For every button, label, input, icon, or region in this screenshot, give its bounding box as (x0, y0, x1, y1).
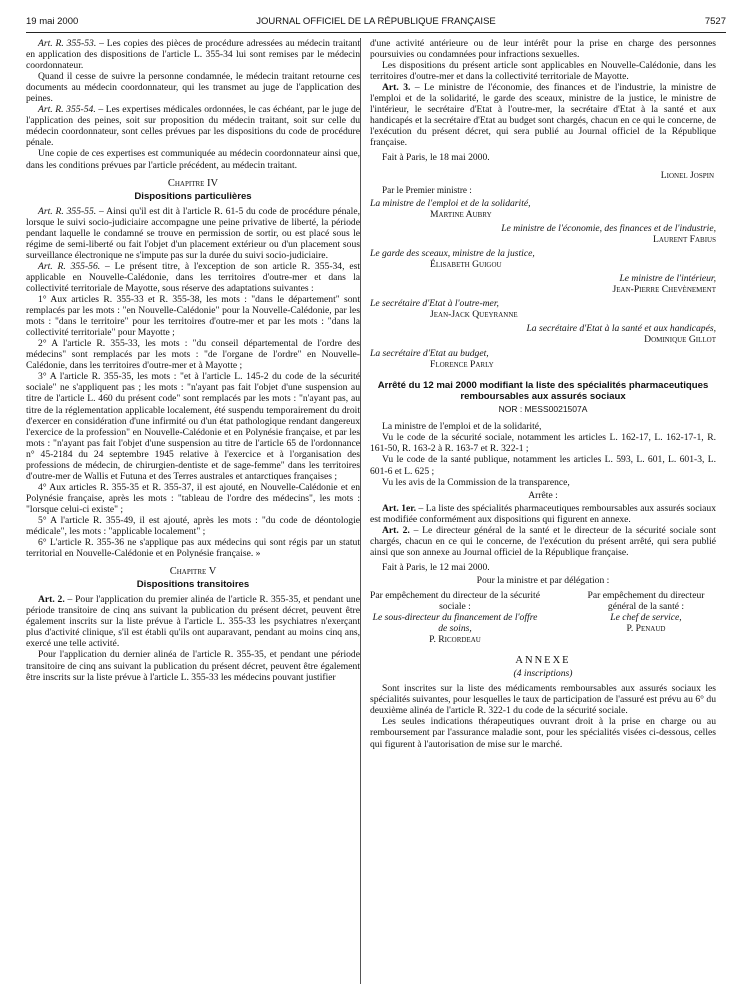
paragraph: Art. R. 355-55. – Ainsi qu'il est dit à l'article R. 61-5 du code de procédure pénale, lorsque le suivi socio-judiciaire accompagne une peine privative de liberté, la période pendant laquelle le condamné se trouve en permission de sortir, ou est placé sous le régime de semi-liberté ou fait l'objet d'un placement extérieur ou d'un placement sous surveillance électronique ne s'impute pas sur la durée du suivi socio-judiciaire. (26, 205, 360, 261)
arrete-title: Arrêté du 12 mai 2000 modifiant la liste des spécialités pharmaceutiques remboursables aux assurés sociaux (377, 380, 709, 403)
paragraph: Art. R. 355-53. – Les copies des pièces de procédure adressées au médecin traitant en application des dispositions de l'article L. 355-34 lui sont remises par le médecin coordonnateur. (26, 38, 360, 72)
list-item: 1° Aux articles R. 355-33 et R. 355-38, les mots : "dans le département" sont remplacés par les mots : "en Nouvelle-Calédonie" pour la Nouvelle-Calédonie, par les mots : "dans le territoire" pour les territoires d'outre-mer et par les mots : "dans la collectivité territoriale" pour Mayotte ; (26, 294, 360, 339)
signature-block: Le garde des sceaux, ministre de la justice, Élisabeth Guigou (370, 247, 535, 270)
arrete-label: Arrête : (528, 489, 558, 501)
dual-signature (370, 590, 716, 645)
signature-block: Le ministre de l'intérieur, Jean-Pierre Chevènement (612, 272, 716, 295)
article-ref: Art. 2. (38, 594, 65, 606)
chapter-heading: Chapitre V (169, 566, 217, 578)
paragraph: La ministre de l'emploi et de la solidarité, (382, 421, 542, 433)
paragraph: Une copie de ces expertises est communiquée au médecin coordonnateur ainsi que, dans les conditions prévues par l'article précédent, au médecin traitant. (26, 148, 360, 171)
signature-right: Par empêchement du directeur général de la santé : Le chef de service, P. Penaud (587, 589, 705, 635)
list-item: 3° A l'article R. 355-35, les mots : "et à l'article L. 145-2 du code de la sécurité sociale" ne s'appliquent pas ; les mots : "n'ayant pas fait l'objet d'une suspension au titre de l'article L. 460 du présent code" sont remplacés par les mots : "n'ayant pas, au titre de la réglementation applicable localement, été suspendu temporairement du droit d'exercer en considération d'une infirmité ou d'un état pathologique rendant dangereux l'exercice de la profession" en Nouvelle-Calédonie et en Polynésie française, et par les mots : "n'ayant pas fait l'objet d'une suspension au titre de l'article 65 de l'ordonnance n° 45-2184 du 24 septembre 1945 relative à l'exercice et à l'organisation des professions de médecin, de chirurgien-dentiste et de sage-femme" dans les territoires d'outre-mer de Wallis et Futuna et des Terres australes et antarctiques françaises ; (26, 371, 360, 482)
paragraph: d'une activité antérieure ou de leur intérêt pour la prise en charge des personnes poursuivies ou condamnées pour infractions sexuelles. (370, 38, 716, 61)
signatory-prime-minister: Lionel Jospin (660, 169, 714, 181)
list-item: 2° A l'article R. 355-33, les mots : "du conseil départemental de l'ordre des médecins" sont remplacés par les mots : "de l'organe de l'ordre" en Nouvelle-Calédonie, dans les territoires d'outre-mer et à Mayotte ; (26, 338, 360, 372)
signature-block: La secrétaire d'Etat à la santé et aux handicapés, Dominique Gillot (526, 323, 716, 346)
signature-block: Le ministre de l'économie, des finances et de l'industrie, Laurent Fabius (501, 222, 716, 245)
signature-block: La ministre de l'emploi et de la solidarité, Martine Aubry (370, 197, 531, 220)
paragraph: Quand il cesse de suivre la personne condamnée, le médecin traitant retourne ces documents au médecin coordonnateur, qui les transmet au juge de l'application des peines. (26, 71, 360, 105)
list-item: 6° L'article R. 355-36 ne s'applique pas aux médecins qui sont régis par un statut territorial en Nouvelle-Calédonie et en Polynésie française. » (26, 537, 360, 560)
header-journal-title: JOURNAL OFFICIEL DE LA RÉPUBLIQUE FRANÇAISE (256, 16, 496, 27)
header-rule (26, 32, 726, 33)
article-ref: Art. R. 355-56. (38, 260, 101, 272)
article-ref: Art. R. 355-53. (38, 38, 97, 49)
paragraph: Art. R. 355-54. – Les expertises médicales ordonnées, le cas échéant, par le juge de l'application des peines, soit sur proposition du médecin traitant, soit sur celle du médecin coordonnateur, sont celles prévues par les dispositions du code de procédure pénale. (26, 104, 360, 149)
place-date: Fait à Paris, le 12 mai 2000. (382, 561, 490, 573)
right-column (370, 38, 716, 984)
paragraph: Art. 3. – Le ministre de l'économie, des finances et de l'industrie, la ministre de l'emploi et de la solidarité, le garde des sceaux, ministre de la justice, le ministre de l'intérieur, le secrétaire d'Etat à l'outre-mer, la secrétaire d'Etat à la santé et aux handicapés et la secrétaire d'Etat au budget sont chargés, chacun en ce qui le concerne, de l'exécution du présent décret, qui sera publié au Journal officiel de la République française. (370, 82, 716, 149)
list-item: 5° A l'article R. 355-49, il est ajouté, après les mots : "du code de déontologie médicale", les mots : "applicable localement" ; (26, 514, 360, 538)
header-date: 19 mai 2000 (26, 16, 79, 27)
paragraph: Les seules indications thérapeutiques ouvrant droit à la prise en charge ou au remboursement par l'assurance maladie sont, pour les spécialités visées ci-dessous, celles qui figurent à l'autorisation de mise sur le marché. (370, 716, 716, 750)
place-date: Fait à Paris, le 18 mai 2000. (382, 152, 490, 164)
signature-block: La secrétaire d'Etat au budget, Florence Parly (370, 348, 494, 371)
signature-intro: Par le Premier ministre : (382, 184, 472, 195)
article-ref: Art. 2. (382, 524, 410, 536)
nor-reference: NOR : MESS0021507A (498, 404, 588, 415)
paragraph: Art. R. 355-56. – Le présent titre, à l'exception de son article R. 355-34, est applicable en Nouvelle-Calédonie, dans les territoires d'outre-mer et dans la collectivité territoriale de Mayotte, sous réserve des adaptations suivantes : (26, 260, 360, 294)
annexe-heading: ANNEXE (515, 655, 571, 667)
list-item: 4° Aux articles R. 355-35 et R. 355-37, il est ajouté, en Nouvelle-Calédonie et en Polynésie française, après les mots : "tableau de l'ordre des médecins", les mots : "lorsque celui-ci existe" ; (26, 481, 360, 515)
paragraph: Vu le code de la santé publique, notamment les articles L. 593, L. 601, L. 601-3, L. 601-6 et L. 625 ; (370, 454, 716, 477)
signature-left: Par empêchement du directeur de la sécurité sociale : Le sous-directeur du financement de l'offre de soins, P. Ricordeau (370, 589, 540, 646)
column-divider (360, 38, 361, 984)
section-heading: Dispositions particulières (134, 190, 252, 202)
chapter-heading: Chapitre IV (167, 177, 219, 189)
paragraph: Art. 1er. – La liste des spécialités pharmaceutiques remboursables aux assurés sociaux est modifiée conformément aux dispositions qui figurent en annexe. (370, 502, 716, 525)
article-ref: Art. 1er. (382, 502, 417, 514)
article-ref: Art. 3. (382, 82, 411, 94)
delegation-line: Pour la ministre et par délégation : (476, 574, 610, 586)
running-header (26, 16, 726, 30)
signature-block: Le secrétaire d'Etat à l'outre-mer, Jean-Jack Queyranne (370, 297, 518, 321)
left-column (26, 38, 360, 984)
article-ref: Art. R. 355-54. (38, 104, 96, 116)
paragraph: Les dispositions du présent article sont applicables en Nouvelle-Calédonie, dans les territoires d'outre-mer et dans la collectivité territoriale de Mayotte. (370, 60, 716, 83)
annexe-subtitle: (4 inscriptions) (513, 668, 573, 680)
paragraph: Pour l'application du dernier alinéa de l'article R. 355-35, et pendant une période transitoire de cinq ans suivant la publication du présent décret, peuvent être également être inscrits sur la liste prévue à l'article L. 355-33 les médecins pouvant justifier (26, 649, 360, 683)
paragraph: Vu le code de la sécurité sociale, notamment les articles L. 162-17, L. 162-17-1, R. 161-50, R. 163-2 à R. 163-7 et R. 322-1 ; (370, 432, 716, 455)
paragraph: Art. 2. – Pour l'application du premier alinéa de l'article R. 355-35, et pendant une période transitoire de cinq ans suivant la publication du présent décret, peuvent être également inscrits sur la liste prévue à l'article L. 355-33 les psychiatres n'exerçant plus d'activité clinique, s'il est établi qu'ils ont auparavant, pendant au moins cinq ans, exercé une telle activité. (26, 594, 360, 650)
article-ref: Art. R. 355-55. (38, 205, 97, 217)
paragraph: Art. 2. – Le directeur général de la santé et le directeur de la sécurité sociale sont chargés, chacun en ce qui le concerne, de l'exécution du présent arrêté, qui sera publié ainsi que son annexe au Journal officiel de la République française. (370, 524, 716, 558)
paragraph: Vu les avis de la Commission de la transparence, (382, 476, 570, 488)
section-heading: Dispositions transitoires (136, 579, 250, 591)
paragraph: Sont inscrites sur la liste des médicaments remboursables aux assurés sociaux les spécialités suivantes, pour lesquelles le taux de participation de l'assuré est prévu au 6° du deuxième alinéa de l'article R. 322-1 du code de la sécurité sociale. (370, 683, 716, 717)
header-page-number: 7527 (704, 16, 726, 27)
